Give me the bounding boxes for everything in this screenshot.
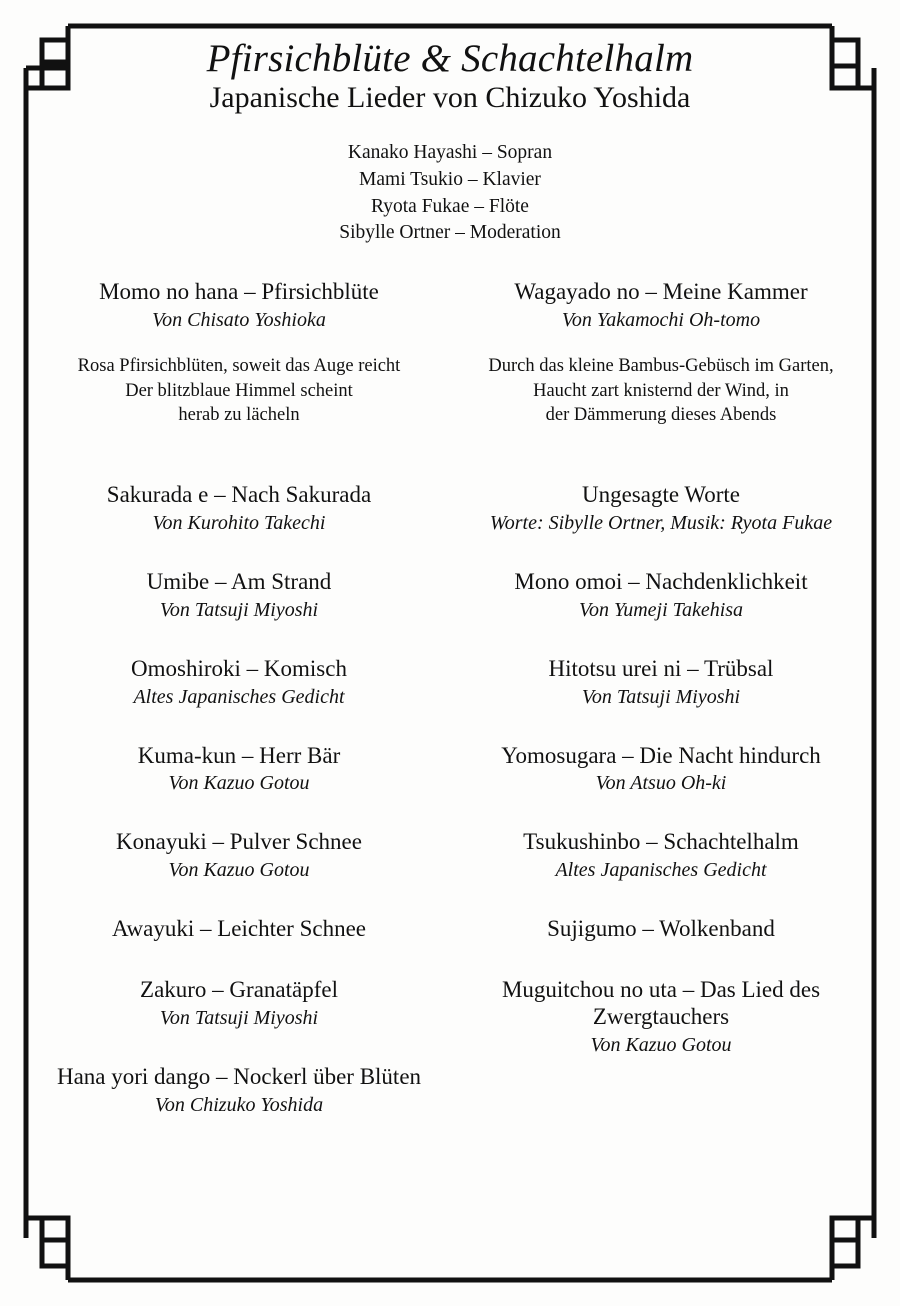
verse-line: Rosa Pfirsichblüten, soweit das Auge reicht <box>77 356 401 377</box>
piece-spacer <box>468 882 854 916</box>
page-subtitle: Japanische Lieder von Chizuko Yoshida <box>209 81 691 115</box>
piece-spacer <box>468 428 854 482</box>
program-piece <box>468 482 854 535</box>
piece-verse <box>468 354 854 428</box>
verse-line: herab zu lächeln <box>178 405 300 426</box>
credit-line: Ryota Fukae – Flöte <box>371 195 529 217</box>
piece-author: Von Tatsuji Miyoshi <box>159 1007 319 1030</box>
piece-author: Altes Japanisches Gedicht <box>133 685 345 708</box>
piece-title: Hitotsu urei ni – Trübsal <box>548 655 774 681</box>
piece-author: Von Chisato Yoshioka <box>152 309 326 332</box>
program-piece <box>46 916 432 943</box>
program-piece <box>468 977 854 1057</box>
program-piece <box>468 743 854 796</box>
piece-title: Ungesagte Worte <box>581 481 741 507</box>
piece-author: Von Yakamochi Oh-tomo <box>561 309 761 332</box>
piece-author: Von Kazuo Gotou <box>590 1034 732 1057</box>
piece-title: Wagayado no – Meine Kammer <box>514 279 808 305</box>
verse-line: der Dämmerung dieses Abends <box>545 405 777 426</box>
verse-line: Haucht zart knisternd der Wind, in <box>533 380 789 401</box>
piece-spacer <box>468 535 854 569</box>
program-piece <box>46 569 432 622</box>
program-column-right <box>450 279 860 1057</box>
credit-line: Mami Tsukio – Klavier <box>359 169 541 191</box>
program-piece <box>46 1064 432 1117</box>
piece-author: Von Atsuo Oh-ki <box>595 772 727 795</box>
program-content <box>40 26 860 1282</box>
piece-title: Momo no hana – Pfirsichblüte <box>99 279 379 305</box>
piece-author: Von Chizuko Yoshida <box>154 1094 324 1117</box>
program-piece <box>46 743 432 796</box>
piece-spacer <box>46 535 432 569</box>
program-piece <box>46 279 432 428</box>
piece-title: Omoshiroki – Komisch <box>131 655 347 681</box>
piece-spacer <box>46 943 432 977</box>
program-piece <box>468 656 854 709</box>
piece-title: Kuma-kun – Herr Bär <box>137 742 341 768</box>
piece-title: Umibe – Am Strand <box>146 568 332 594</box>
piece-title: Sujigumo – Wolkenband <box>547 916 775 942</box>
verse-line: Durch das kleine Bambus-Gebüsch im Garten, <box>488 356 834 377</box>
piece-title: Konayuki – Pulver Schnee <box>116 829 362 855</box>
piece-spacer <box>46 1030 432 1064</box>
piece-title: Muguitchou no uta – Das Lied des Zwergtauchers <box>501 977 821 1030</box>
piece-title: Awayuki – Leichter Schnee <box>112 916 366 942</box>
program-piece <box>46 829 432 882</box>
piece-spacer <box>468 622 854 656</box>
piece-spacer <box>468 943 854 977</box>
piece-spacer <box>46 795 432 829</box>
piece-author: Von Kurohito Takechi <box>152 511 326 534</box>
piece-title: Mono omoi – Nachdenklichkeit <box>514 568 808 594</box>
piece-author: Von Tatsuji Miyoshi <box>159 598 319 621</box>
program-piece <box>468 569 854 622</box>
piece-author: Von Kazuo Gotou <box>168 859 310 882</box>
performer-credits <box>40 140 860 247</box>
piece-spacer <box>46 622 432 656</box>
piece-author: Von Tatsuji Miyoshi <box>581 685 741 708</box>
piece-author: Von Yumeji Takehisa <box>578 598 744 621</box>
program-columns <box>40 279 860 1117</box>
credit-line: Sibylle Ortner – Moderation <box>339 222 561 244</box>
verse-line: Der blitzblaue Himmel scheint <box>125 380 353 401</box>
credit-line: Kanako Hayashi – Sopran <box>347 142 553 164</box>
piece-spacer <box>468 795 854 829</box>
program-header <box>40 26 860 114</box>
piece-author: Von Kazuo Gotou <box>168 772 310 795</box>
program-piece <box>468 916 854 943</box>
program-piece <box>468 829 854 882</box>
piece-spacer <box>46 428 432 482</box>
piece-author: Altes Japanisches Gedicht <box>555 859 767 882</box>
piece-title: Hana yori dango – Nockerl über Blüten <box>56 1064 422 1090</box>
piece-title: Yomosugara – Die Nacht hindurch <box>501 742 821 768</box>
piece-title: Tsukushinbo – Schachtelhalm <box>523 829 799 855</box>
program-piece <box>468 279 854 428</box>
piece-title: Sakurada e – Nach Sakurada <box>106 481 372 507</box>
piece-verse <box>46 354 432 428</box>
program-piece <box>46 482 432 535</box>
piece-spacer <box>46 882 432 916</box>
piece-title: Zakuro – Granatäpfel <box>140 977 338 1003</box>
program-piece <box>46 977 432 1030</box>
piece-spacer <box>468 709 854 743</box>
piece-spacer <box>46 709 432 743</box>
program-column-left <box>40 279 450 1117</box>
program-piece <box>46 656 432 709</box>
page-title: Pfirsichblüte & Schachtelhalm <box>206 37 694 80</box>
piece-author: Worte: Sibylle Ortner, Musik: Ryota Fukae <box>489 511 833 534</box>
